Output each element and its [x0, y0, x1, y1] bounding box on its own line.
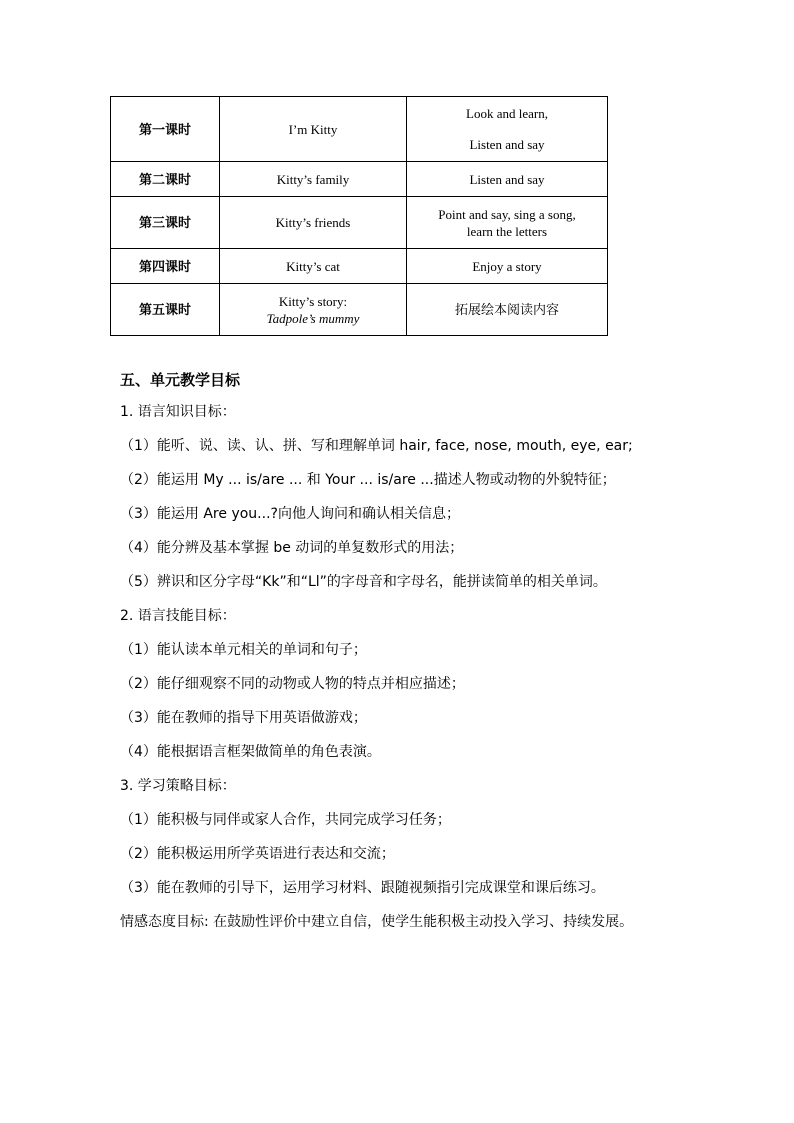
content-line: learn the letters	[466, 223, 548, 239]
skills-label: 2. 语言技能目标：	[120, 608, 236, 624]
lesson-table	[110, 96, 608, 336]
list-item: （5）辨识和区分字母“Kk”和“Ll”的字母音和字母名，能拼读简单的相关单词。	[120, 574, 607, 590]
list-item: （4）能根据语言框架做简单的角色表演。	[120, 744, 381, 760]
attitude-objective: 情感态度目标: 在鼓励性评价中建立自信，使学生能积极主动投入学习、持续发展。	[120, 914, 634, 930]
title-cell	[220, 284, 407, 336]
table-row	[111, 97, 608, 162]
story-title: Tadpole’s mummy	[266, 310, 360, 326]
title-cell: Kitty’s friends	[220, 197, 407, 249]
content-line: Point and say, sing a song,	[438, 206, 576, 222]
list-item: （3）能运用 Are you...?向他人询问和确认相关信息；	[120, 506, 460, 522]
content-line: Look and learn,	[466, 106, 548, 121]
list-item: （1）能积极与同伴或家人合作，共同完成学习任务；	[120, 812, 451, 828]
list-item: （1）能认读本单元相关的单词和句子；	[120, 642, 367, 658]
title-cell: Kitty’s cat	[220, 249, 407, 284]
table-row	[111, 162, 608, 197]
title-cell: I’m Kitty	[220, 97, 407, 162]
section-heading: 五、单元教学目标	[120, 371, 241, 389]
list-item: （2）能运用 My ... is/are ... 和 Your ... is/are ...描述人物或动物的外貌特征；	[120, 472, 616, 488]
title-cell: Kitty’s family	[220, 162, 407, 197]
table-row	[111, 197, 608, 249]
list-item: （3）能在教师的引导下，运用学习材料、跟随视频指引完成课堂和课后练习。	[120, 880, 605, 896]
content-cell: Listen and say	[407, 162, 608, 197]
table-row	[111, 249, 608, 284]
content-cell: Enjoy a story	[407, 249, 608, 284]
period-cell: 第二课时	[111, 162, 220, 197]
title-line: Kitty’s story:	[278, 293, 348, 309]
list-item: （1）能听、说、读、认、拼、写和理解单词 hair, face, nose, mouth, eye, ear;	[120, 438, 633, 454]
list-item: （2）能仔细观察不同的动物或人物的特点并相应描述；	[120, 676, 465, 692]
period-cell: 第四课时	[111, 249, 220, 284]
teaching-objectives	[120, 368, 680, 945]
list-item: （2）能积极运用所学英语进行表达和交流；	[120, 846, 395, 862]
content-cell	[407, 97, 608, 162]
period-cell: 第五课时	[111, 284, 220, 336]
knowledge-label: 1. 语言知识目标：	[120, 404, 236, 420]
content-cell	[407, 197, 608, 249]
period-cell: 第一课时	[111, 97, 220, 162]
list-item: （4）能分辨及基本掌握 be 动词的单复数形式的用法；	[120, 540, 464, 556]
table-row	[111, 284, 608, 336]
content-line: Listen and say	[469, 137, 545, 152]
period-cell: 第三课时	[111, 197, 220, 249]
content-cell: 拓展绘本阅读内容	[407, 284, 608, 336]
list-item: （3）能在教师的指导下用英语做游戏；	[120, 710, 367, 726]
strategy-label: 3. 学习策略目标：	[120, 778, 236, 794]
